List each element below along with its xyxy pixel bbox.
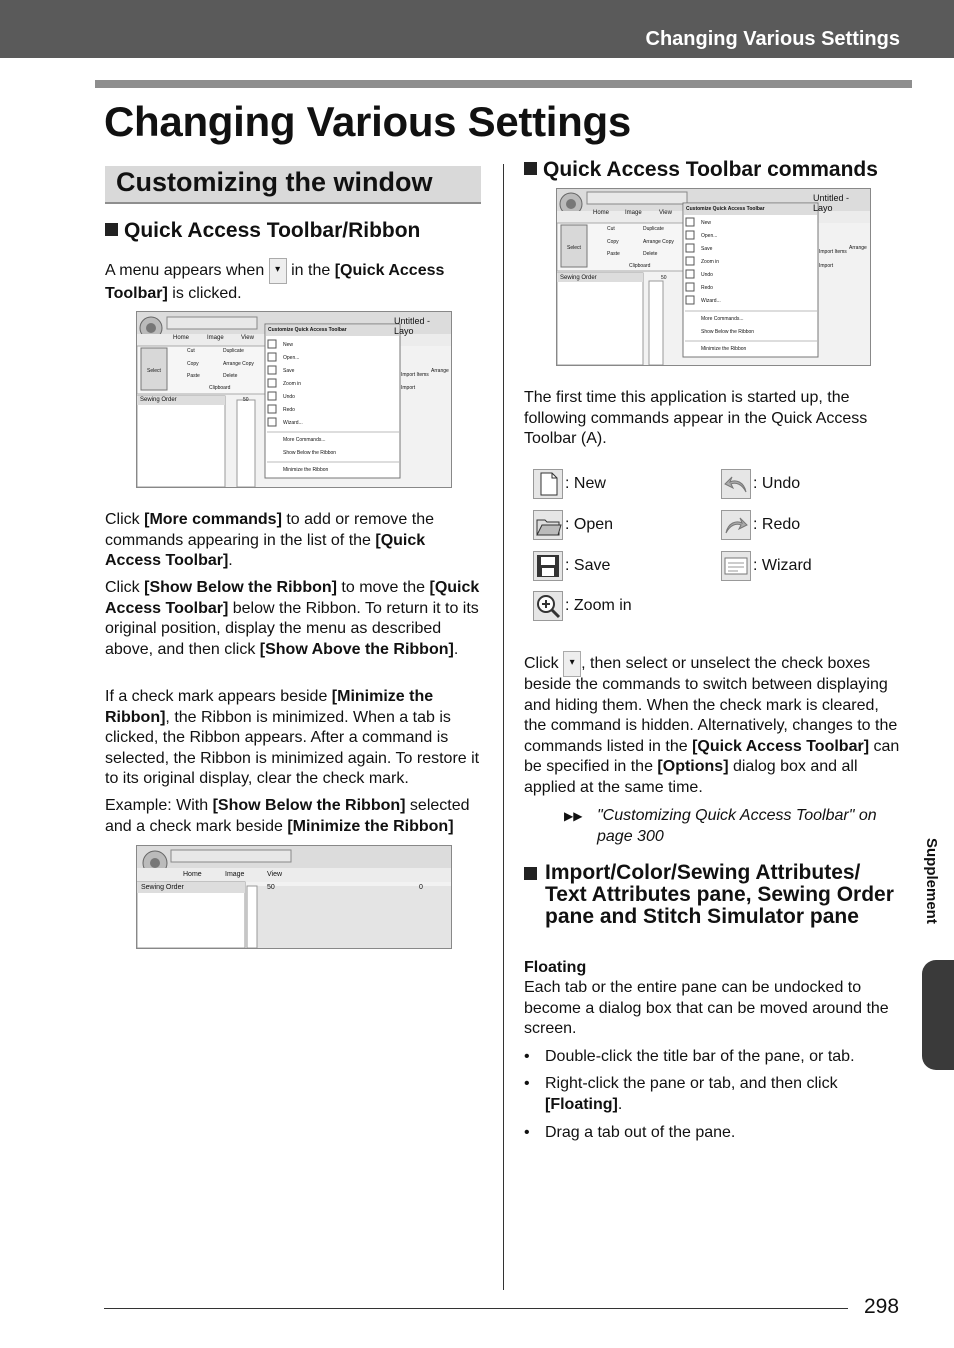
shot2-menu-save: Save — [701, 246, 713, 252]
bullet-item — [524, 1074, 904, 1118]
shot2-menu-minimize: Minimize the Ribbon — [701, 346, 747, 352]
paragraph-show-below — [105, 578, 483, 660]
shot2-ribbon-copy: Copy — [607, 239, 619, 245]
shot2-tab-image: Image — [625, 210, 642, 216]
shot3-ruler-2: 0 — [419, 884, 423, 891]
text-bold: [Quick Access Toolbar] — [105, 531, 426, 569]
text: , then select or unselect the check boxes — [581, 655, 871, 673]
shot3-tab-view: View — [267, 871, 283, 878]
redo-icon — [721, 510, 751, 540]
subheading-import-panes — [524, 862, 904, 928]
shot2-menu-wizard: Wizard... — [701, 298, 721, 304]
footer-rule — [104, 1308, 848, 1309]
text: A menu appears when — [105, 262, 269, 280]
shot1-menu-save: Save — [283, 368, 295, 374]
bullet-item — [524, 1047, 904, 1069]
text: Click — [105, 511, 145, 528]
shot1-ribbon-delete: Delete — [223, 373, 238, 379]
shot1-ribbon-paste: Paste — [187, 373, 200, 379]
text-bold: [Floating] — [545, 1095, 618, 1113]
qat-dropdown-icon: ▾ — [563, 651, 581, 677]
square-bullet-icon — [524, 162, 537, 175]
text: Click — [524, 655, 564, 673]
shot1-menu-showbelow: Show Below the Ribbon — [283, 450, 337, 456]
shot1-ribbon-clipboard: Clipboard — [209, 385, 231, 391]
command-label: : New — [565, 475, 606, 492]
text: is clicked. — [167, 285, 242, 302]
shot3-tab-image: Image — [225, 871, 245, 878]
command-open — [533, 510, 613, 540]
text-bold: [Show Below the Ribbon] — [144, 579, 337, 596]
shot1-menu-title: Customize Quick Access Toolbar — [268, 327, 347, 333]
square-bullet-icon — [524, 867, 537, 880]
text-bold: [Quick Access Toolbar] — [105, 579, 480, 617]
shot1-ribbon-select: Select — [147, 368, 161, 374]
undo-icon — [721, 469, 751, 499]
shot1-ribbon-import: Import — [401, 385, 416, 391]
shot2-tab-view: View — [659, 210, 672, 216]
section-heading — [105, 166, 481, 204]
page-header — [0, 0, 954, 58]
text: . — [453, 640, 459, 658]
shot1-menu-more: More Commands... — [283, 437, 326, 443]
paragraph-floating: Each tab or the entire pane can be undocked to become a dialog box that can be moved around the screen. — [524, 979, 889, 1037]
bullet-text: Double-click the title bar of the pane, or tab. — [545, 1048, 855, 1065]
qat-dropdown-icon: ▾ — [269, 258, 287, 284]
shot1-window-title: Untitled - Layo — [394, 316, 431, 336]
subheading-qat-commands — [524, 159, 878, 181]
text-bold: [Quick Access Toolbar] — [692, 737, 870, 755]
text-bold: [Show Above the Ribbon] — [259, 640, 454, 658]
reference-arrow-icon: ▶▶ — [564, 809, 583, 823]
shot2-menu-zoom: Zoom in — [701, 259, 720, 265]
shot1-ribbon-cut: Cut — [187, 348, 195, 354]
shot1-menu-redo: Redo — [283, 407, 295, 413]
shot2-window-title: Untitled - Layo — [813, 193, 850, 213]
text: Right-click the pane or tab, and then click — [545, 1075, 838, 1092]
command-wizard — [721, 551, 812, 581]
shot2-ribbon-clipboard: Clipboard — [629, 263, 651, 269]
bullet-dot: • — [524, 1075, 530, 1092]
paragraph-check-boxes — [524, 675, 904, 798]
column-divider — [503, 164, 504, 1290]
text-bold: [Quick Access Toolbar] — [105, 262, 445, 302]
shot1-menu-undo: Undo — [283, 394, 295, 400]
paragraph-minimize — [105, 687, 483, 790]
subheading-text: Quick Access Toolbar/Ribbon — [124, 219, 421, 242]
text: can be specified in the — [524, 737, 900, 775]
shot2-ruler: 50 — [661, 275, 667, 281]
shot2-menu-showbelow: Show Below the Ribbon — [701, 329, 755, 335]
shot1-tab-home: Home — [173, 335, 190, 341]
side-tab-text: Supplement — [923, 838, 940, 924]
shot1-tab-view: View — [241, 335, 254, 341]
command-new — [533, 469, 606, 499]
shot1-pane-title: Sewing Order — [140, 397, 177, 403]
save-disk-icon — [533, 551, 563, 581]
text-bold: [Options] — [657, 758, 729, 775]
shot1-ribbon-arrange: Arrange — [431, 368, 449, 374]
shot2-ribbon-import-items: Import Items — [819, 249, 847, 255]
text-bold: [Minimize the Ribbon] — [287, 817, 454, 835]
text-bold: [Minimize the Ribbon] — [105, 688, 434, 726]
wizard-icon — [721, 551, 751, 581]
command-save — [533, 551, 610, 581]
text: dialog box and all applied at the same time. — [524, 758, 858, 796]
bullet-item — [524, 1123, 904, 1145]
shot2-menu-more: More Commands... — [701, 316, 744, 322]
screenshot-qat-menu-2 — [556, 188, 871, 366]
shot1-ribbon-arrange-copy: Arrange Copy — [223, 361, 254, 367]
shot1-menu-wizard: Wizard... — [283, 420, 303, 426]
page-title: Changing Various Settings — [104, 98, 631, 145]
text: below the Ribbon. To return it to its original position, display the menu as described above, and then click — [105, 599, 479, 658]
shot1-menu-zoom: Zoom in — [283, 381, 302, 387]
minimized-ribbon-illustration — [137, 846, 451, 948]
command-label: : Open — [565, 516, 614, 533]
text: in the — [286, 262, 335, 280]
command-redo — [721, 510, 800, 540]
text: , the Ribbon is minimized. When a tab is clicked, the Ribbon appears. After a command is selected, the Ribbon is minimized again. To restore it to its original display, clear the check mark. — [105, 708, 480, 787]
open-folder-icon — [533, 510, 563, 540]
shot2-ribbon-delete: Delete — [643, 251, 658, 257]
shot2-menu-redo: Redo — [701, 285, 713, 291]
shot2-menu-title: Customize Quick Access Toolbar — [686, 206, 765, 212]
bullet-text: Drag a tab out of the pane. — [545, 1124, 736, 1141]
command-label: : Save — [565, 557, 611, 574]
new-document-icon — [533, 469, 563, 499]
shot2-ribbon-paste: Paste — [607, 251, 620, 257]
shot1-ribbon-copy: Copy — [187, 361, 199, 367]
header-title: Changing Various Settings — [645, 28, 900, 50]
floating-heading: Floating — [524, 959, 587, 976]
shot3-pane-title: Sewing Order — [141, 884, 184, 891]
shot3-tab-home: Home — [183, 871, 202, 878]
shot1-menu-new: New — [283, 342, 294, 348]
text-bold: [More commands] — [144, 511, 282, 528]
shot1-tab-image: Image — [207, 335, 224, 341]
bullet-text: Right-click the pane or tab, and then click [Floating]. — [545, 1075, 838, 1113]
shot2-ribbon-select: Select — [567, 245, 581, 251]
command-undo — [721, 469, 800, 499]
shot2-ribbon-import: Import — [819, 263, 834, 269]
shot2-tab-home: Home — [593, 210, 610, 216]
shot2-ribbon-arrange: Arrange — [849, 245, 867, 251]
bullet-dot: • — [524, 1124, 530, 1141]
text: beside the commands to switch between displaying and hiding them. When the check mark is cleared, the command is hidden. Alternatively, changes to the commands listed in the — [524, 676, 898, 755]
shot2-ribbon-cut: Cut — [607, 226, 615, 232]
side-tab — [922, 960, 954, 1070]
shot1-ruler: 50 — [243, 397, 249, 403]
subheading-text: Import/Color/Sewing Attributes/ Text Attributes pane, Sewing Order pane and Stitch Simulator pane — [545, 861, 894, 928]
text: . — [228, 552, 233, 569]
text: Click — [105, 579, 145, 596]
shot1-menu-open: Open... — [283, 355, 300, 361]
command-label: : Redo — [753, 516, 801, 533]
command-label: : Zoom in — [565, 597, 632, 614]
command-zoom-in — [533, 591, 632, 621]
subheading-qat-ribbon — [105, 220, 420, 242]
shot2-menu-new: New — [701, 220, 712, 226]
paragraph-example — [105, 796, 485, 837]
section-heading-text: Customizing the window — [116, 167, 433, 197]
text: to move the — [336, 579, 430, 596]
paragraph-click-dropdown — [524, 651, 904, 677]
paragraph-menu-appears — [105, 258, 480, 305]
title-rule — [95, 80, 912, 88]
shot2-pane-title: Sewing Order — [560, 275, 597, 281]
reference-link[interactable]: "Customizing Quick Access Toolbar" on page 300 — [597, 807, 877, 845]
paragraph-more-commands — [105, 510, 483, 572]
shot1-menu-minimize: Minimize the Ribbon — [283, 467, 329, 473]
subheading-text: Quick Access Toolbar commands — [543, 158, 878, 181]
screenshot-qat-menu — [136, 311, 452, 488]
zoom-in-icon — [533, 591, 563, 621]
square-bullet-icon — [105, 223, 118, 236]
text: If a check mark appears beside — [105, 688, 332, 705]
paragraph-first-time: The first time this application is started up, the following commands appear in the Quick Access Toolbar (A). — [524, 389, 868, 447]
command-label: : Undo — [753, 475, 801, 492]
shot2-menu-open: Open... — [701, 233, 718, 239]
text: to add or remove the commands appearing in the list of the — [105, 511, 434, 549]
page-number: 298 — [864, 1295, 900, 1318]
screenshot-minimized-ribbon — [136, 845, 452, 949]
shot2-ribbon-arrange-copy: Arrange Copy — [643, 239, 674, 245]
text-bold: [Show Below the Ribbon] — [212, 797, 406, 814]
command-label: : Wizard — [753, 557, 812, 574]
shot1-ribbon-import-items: Import Items — [401, 372, 429, 378]
text: Example: With — [105, 797, 213, 814]
shot2-menu-undo: Undo — [701, 272, 713, 278]
bullet-dot: • — [524, 1048, 530, 1065]
shot2-ribbon-duplicate: Duplicate — [643, 226, 664, 232]
side-tab-label — [918, 838, 944, 958]
shot1-ribbon-duplicate: Duplicate — [223, 348, 244, 354]
shot3-ruler-1: 50 — [267, 884, 275, 891]
text: selected and a check mark beside — [105, 797, 470, 835]
